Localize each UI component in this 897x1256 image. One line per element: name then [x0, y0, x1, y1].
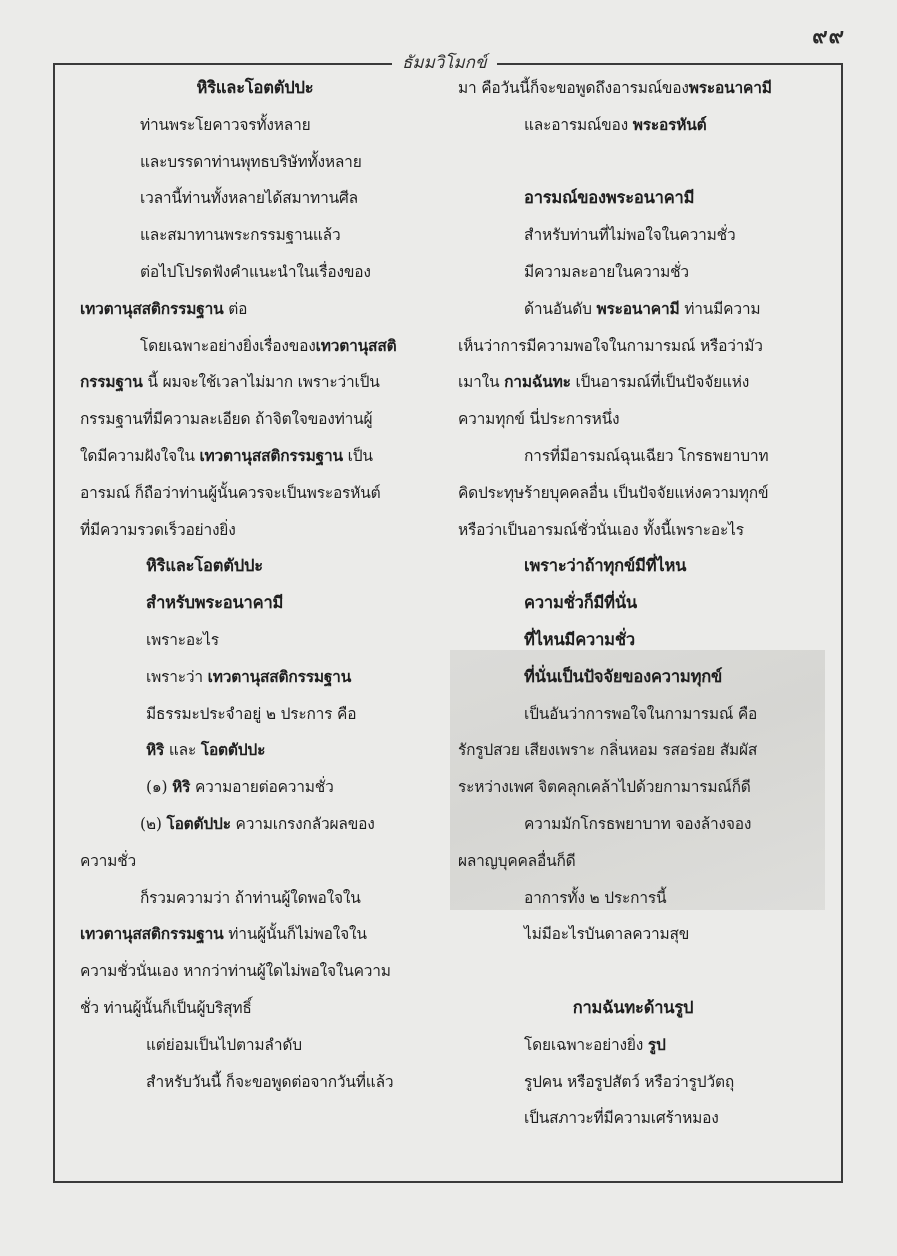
left-column-line — [80, 916, 430, 953]
text-run: ด้านอันดับ — [524, 299, 597, 318]
text-run: (๒) — [140, 814, 167, 833]
bold-term: เทวตานุสสติกรรมฐาน — [207, 666, 352, 686]
bold-term: เทวตานุสสติกรรมฐาน — [199, 445, 343, 465]
right-column-line: ความทุกข์ นี่ประการหนึ่ง — [458, 410, 620, 429]
right-column-line: หรือว่าเป็นอารมณ์ชั่วนั่นเอง ทั้งนี้เพราะอะไร — [458, 520, 744, 539]
bold-term: หิริ — [146, 740, 165, 760]
bold-term: กรรมฐาน — [80, 372, 143, 392]
text-run: นี้ ผมจะใช้เวลาไม่มาก เพราะว่าเป็น — [142, 373, 380, 392]
text-run: มา คือวันนี้ก็จะขอพูดถึงอารมณ์ของ — [458, 79, 689, 97]
right-column-line: อาการทั้ง ๒ ประการนี้ — [524, 888, 667, 907]
left-column-line — [80, 291, 430, 328]
right-column-line — [458, 70, 808, 107]
left-column-line — [80, 328, 430, 365]
right-column-line: รักรูปสวย เสียงเพราะ กลิ่นหอม รสอร่อย สัมผัส — [458, 741, 758, 760]
left-column-line: ท่านพระโยคาวจรทั้งหลาย — [140, 115, 311, 134]
left-column-line: เพราะอะไร — [146, 630, 219, 649]
bold-term: หิริ — [172, 777, 191, 797]
text-run: เมาใน — [458, 373, 505, 392]
text-run: ท่านมีความ — [679, 299, 761, 318]
left-column-line: แต่ย่อมเป็นไปตามลำดับ — [146, 1035, 302, 1054]
right-column-line — [458, 953, 808, 990]
right-column-line — [458, 144, 808, 181]
header-title: ธัมมวิโมกข์ — [392, 49, 497, 76]
bold-term: พระอนาคามี — [688, 78, 772, 97]
left-column-line — [80, 769, 430, 806]
right-column-line: สำหรับท่านที่ไม่พอใจในความชั่ว — [524, 226, 736, 245]
page-number: ๙๙ — [812, 23, 845, 48]
left-column-line — [80, 438, 430, 475]
text-run: ความเกรงกลัวผลของ — [230, 814, 375, 833]
right-column-line: ความชั่วก็มีที่นั่น — [524, 593, 638, 613]
left-column-line — [80, 659, 430, 696]
right-column-line: มีความละอายในความชั่ว — [524, 262, 689, 281]
left-column-line — [80, 732, 430, 769]
bold-term: รูป — [647, 1034, 666, 1054]
text-run: และอารมณ์ของ — [524, 115, 633, 134]
text-run: โดยเฉพาะอย่างยิ่งเรื่องของ — [140, 336, 316, 355]
right-column-line — [458, 364, 808, 401]
right-column-line — [458, 107, 808, 144]
right-column-line: ที่ไหนมีความชั่ว — [524, 629, 635, 649]
right-column-line: รูปคน หรือรูปสัตว์ หรือว่ารูปวัตถุ — [524, 1072, 735, 1091]
left-column-line: ความชั่วนั่นเอง หากว่าท่านผู้ใดไม่พอใจในความ — [80, 962, 391, 981]
bold-term: พระอนาคามี — [596, 298, 680, 318]
left-column-line: หิริและโอตตัปปะ — [196, 78, 314, 97]
bold-term: โอตตัปปะ — [166, 813, 231, 833]
left-column-line: ก็รวมความว่า ถ้าท่านผู้ใดพอใจใน — [140, 888, 361, 907]
left-column-line: มีธรรมะประจำอยู่ ๒ ประการ คือ — [146, 704, 357, 723]
text-run: เป็นอารมณ์ที่เป็นปัจจัยแห่ง — [570, 373, 750, 392]
bold-term: เทวตานุสสติกรรมฐาน — [80, 924, 224, 944]
bold-term: เทวตานุสสติกรรมฐาน — [80, 298, 224, 318]
right-column-line: เป็นอันว่าการพอใจในกามารมณ์ คือ — [524, 704, 758, 723]
right-column-line: ที่นั่นเป็นปัจจัยของความทุกข์ — [524, 666, 723, 686]
text-run: เพราะว่า — [146, 667, 208, 686]
right-column-line: การที่มีอารมณ์ฉุนเฉียว โกรธพยาบาท — [524, 446, 769, 465]
text-run: ใดมีความฝังใจใน — [80, 446, 200, 465]
text-run: ความอายต่อความชั่ว — [190, 778, 334, 797]
text-run: ต่อ — [223, 299, 248, 318]
right-column-line: อารมณ์ของพระอนาคามี — [524, 188, 695, 208]
text-run: โดยเฉพาะอย่างยิ่ง — [524, 1035, 648, 1054]
left-column-line: สำหรับพระอนาคามี — [146, 593, 284, 613]
bold-term: โอตตัปปะ — [200, 740, 266, 760]
left-column — [80, 70, 430, 1100]
bold-term: เทวตานุสสติ — [315, 335, 397, 355]
left-column-line: และบรรดาท่านพุทธบริษัททั้งหลาย — [140, 152, 362, 171]
right-column-line: ระหว่างเพศ จิตคลุกเคล้าไปด้วยกามารมณ์ก็ดี — [458, 778, 751, 797]
left-column-line: เวลานี้ท่านทั้งหลายได้สมาทานศีล — [140, 189, 358, 208]
right-column — [458, 70, 808, 1137]
right-column-line: คิดประทุษร้ายบุคคลอื่น เป็นปัจจัยแห่งความทุกข์ — [458, 483, 769, 502]
right-column-line: กามฉันทะด้านรูป — [572, 997, 694, 1017]
left-column-line: หิริและโอตตัปปะ — [146, 556, 263, 576]
left-column-line: และสมาทานพระกรรมฐานแล้ว — [140, 226, 341, 245]
left-column-line: ความชั่ว — [80, 851, 137, 870]
right-column-line — [458, 291, 808, 328]
right-column-line: เพราะว่าถ้าทุกข์มีที่ไหน — [524, 556, 687, 576]
left-column-line: ที่มีความรวดเร็วอย่างยิ่ง — [80, 520, 236, 539]
text-run: และ — [164, 741, 201, 760]
text-run: (๑) — [146, 778, 173, 797]
bold-term: พระอรหันต์ — [632, 114, 707, 134]
left-column-line — [80, 364, 430, 401]
text-run: เป็น — [342, 446, 373, 465]
text-run: ท่านผู้นั้นก็ไม่พอใจใน — [223, 925, 367, 944]
right-column-line: ผลาญบุคคลอื่นก็ดี — [458, 851, 576, 870]
left-column-line: กรรมฐานที่มีความละเอียด ถ้าจิตใจของท่านผู้ — [80, 410, 373, 429]
left-column-line: ต่อไปโปรดฟังคำแนะนำในเรื่องของ — [140, 262, 371, 281]
left-column-line: สำหรับวันนี้ ก็จะขอพูดต่อจากวันที่แล้ว — [146, 1072, 394, 1091]
bold-term: กามฉันทะ — [504, 372, 571, 392]
right-column-line: เป็นสภาวะที่มีความเศร้าหมอง — [524, 1109, 719, 1128]
left-column-line — [80, 806, 430, 843]
right-column-line — [458, 1027, 808, 1064]
left-column-line: อารมณ์ ก็ถือว่าท่านผู้นั้นควรจะเป็นพระอรหันต์ — [80, 483, 381, 502]
right-column-line: ความมักโกรธพยาบาท จองล้างจอง — [524, 814, 752, 833]
left-column-line: ชั่ว ท่านผู้นั้นก็เป็นผู้บริสุทธิ์ — [80, 998, 252, 1017]
right-column-line: ไม่มีอะไรบันดาลความสุข — [524, 925, 690, 944]
right-column-line: เห็นว่าการมีความพอใจในกามารมณ์ หรือว่ามัว — [458, 336, 763, 355]
